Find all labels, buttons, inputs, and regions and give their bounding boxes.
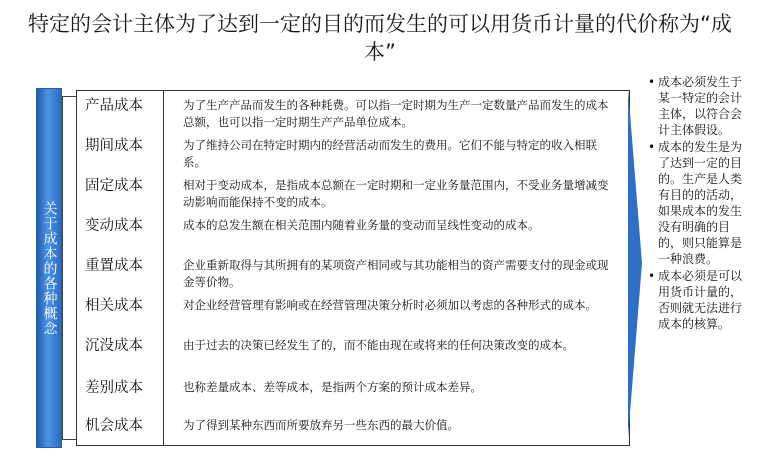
side-label: 关于成本的各种概念 <box>36 88 62 448</box>
notes-list <box>648 74 748 333</box>
concepts-table <box>76 90 630 446</box>
concept-row <box>77 251 629 291</box>
left-bracket <box>62 96 77 440</box>
concept-term: 固定成本 <box>85 178 143 194</box>
concept-term: 变动成本 <box>85 218 143 234</box>
concept-definition: 相对于变动成本，是指成本总额在一定时期和一定业务量范围内，不受业务量增减变动影响而能保持不变的成本。 <box>183 178 609 209</box>
concept-row <box>77 331 629 371</box>
concept-term: 差别成本 <box>85 380 143 396</box>
concept-definition: 为了得到某种东西而所要放弃另一些东西的最大价值。 <box>183 418 459 432</box>
concept-term: 期间成本 <box>85 138 143 154</box>
concept-row <box>77 211 629 251</box>
concept-definition: 为了生产产品而发生的各种耗费。可以指一定时期为生产一定数量产品而发生的成本总额，也可以指一定时期生产产品单位成本。 <box>183 98 609 129</box>
concept-row <box>77 91 629 131</box>
arrow-right-icon <box>628 88 642 438</box>
concept-term: 重置成本 <box>85 258 143 274</box>
concept-definition: 也称差量成本、差等成本，是指两个方案的预计成本差异。 <box>183 380 482 394</box>
concept-row <box>77 171 629 211</box>
concept-term: 产品成本 <box>85 98 143 114</box>
concept-row <box>77 291 629 331</box>
note-item: • 成本必须是可以用货币计量的，否则就无法进行成本的核算。 <box>648 268 748 332</box>
concept-definition: 由于过去的决策已经发生了的，而不能由现在或将来的任何决策改变的成本。 <box>183 338 574 352</box>
concept-row <box>77 131 629 171</box>
note-item: • 成本的发生是为了达到一定的目的。生产是人类有目的的活动，如果成本的发生没有明确的目的，则只能算是一种浪费。 <box>648 139 748 267</box>
concept-definition: 为了维持公司在特定时期内的经营活动而发生的费用。它们不能与特定的收入相联系。 <box>183 138 597 169</box>
page-title: 特定的会计主体为了达到一定的目的而发生的可以用货币计量的代价称为“成本” <box>28 12 732 64</box>
concept-term: 沉没成本 <box>85 338 143 354</box>
concept-definition: 企业重新取得与其所拥有的某项资产相同或与其功能相当的资产需要支付的现金或现金等价物。 <box>183 258 609 289</box>
note-item: • 成本必须发生于某一特定的会计主体，以符合会计主体假设。 <box>648 74 748 138</box>
concept-term: 相关成本 <box>85 298 143 314</box>
concept-definition: 对企业经营管理有影响或在经营管理决策分析时必须加以考虑的各种形式的成本。 <box>183 298 597 312</box>
concept-row <box>77 411 629 451</box>
concept-definition: 成本的总发生额在相关范围内随着业务量的变动而呈线性变动的成本。 <box>183 218 540 232</box>
concept-row <box>77 373 629 413</box>
concept-term: 机会成本 <box>85 418 143 434</box>
